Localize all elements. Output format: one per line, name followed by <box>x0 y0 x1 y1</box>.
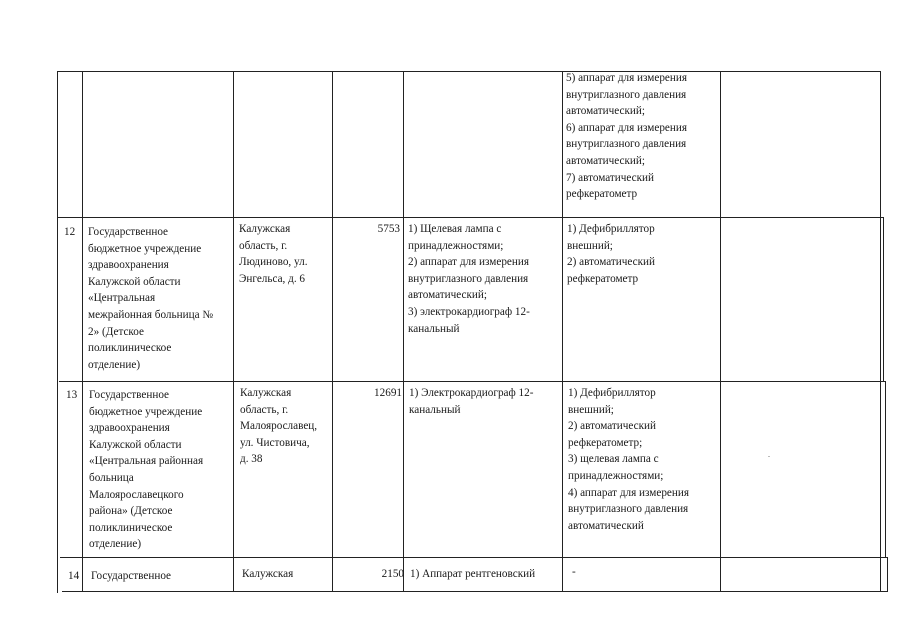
table-cell-existing: 1) Щелевая лампа с принадлежностями; 2) аппарат для измерения внутриглазного давления автоматический; 3) электрокардиограф 12- канальный <box>408 223 530 335</box>
table-cell-needed: 1) Дефибриллятор внешний; 2) автоматический рефкератометр <box>567 223 656 285</box>
row-divider <box>59 381 885 382</box>
table-right-border <box>885 381 886 557</box>
table-cell-address: Калужская область, г. Людиново, ул. Энгельса, д. 6 <box>239 223 308 285</box>
scan-speck <box>768 456 770 457</box>
column-divider <box>82 71 83 592</box>
table-right-border <box>887 557 888 592</box>
column-divider <box>332 71 333 592</box>
table-cell-institution: Государственное бюджетное учреждение здравоохранения Калужской области «Центральная районная больница Малоярославецкого района» (Детское поликлиническое отделение) <box>89 389 204 551</box>
table-top-border <box>58 71 881 72</box>
column-divider <box>403 71 404 592</box>
table-bottom-border <box>62 591 888 592</box>
table-cell-address: Калужская область, г. Малоярославец, ул. Чистовича, д. 38 <box>240 387 318 466</box>
table-right-border <box>883 217 884 381</box>
table-cell-needed: 5) аппарат для измерения внутриглазного давления автоматический; 6) аппарат для измерения внутриглазного давления автоматический; 7) автоматический рефкератометр <box>566 72 688 201</box>
table-cell-population: 12691 <box>374 387 402 399</box>
row-divider <box>58 217 883 218</box>
table-cell-number: 12 <box>64 226 76 238</box>
table-left-border <box>57 71 58 593</box>
table-cell-number: 13 <box>66 389 78 401</box>
table-cell-institution: Государственное <box>91 570 172 582</box>
table-cell-population: 2150 <box>381 568 404 580</box>
column-divider <box>562 71 563 592</box>
table-cell-existing: 1) Электрокардиограф 12- канальный <box>409 387 534 416</box>
table-cell-needed: 1) Дефибриллятор внешний; 2) автоматический рефкератометр; 3) щелевая лампа с принадлежностями; 4) аппарат для измерения внутриглазного давления автоматический <box>568 387 690 532</box>
table-cell-needed: - <box>572 566 576 578</box>
column-divider <box>720 71 721 592</box>
table-cell-existing: 1) Аппарат рентгеновский <box>410 568 536 580</box>
table-cell-address: Калужская <box>242 568 294 580</box>
table-cell-institution: Государственное бюджетное учреждение здравоохранения Калужской области «Центральная межрайонная больница № 2» (Детское поликлиническое отделение) <box>88 226 214 371</box>
table-right-border <box>880 71 881 592</box>
table-cell-population: 5753 <box>377 223 400 235</box>
table-cell-number: 14 <box>68 570 80 582</box>
row-divider <box>60 557 887 558</box>
